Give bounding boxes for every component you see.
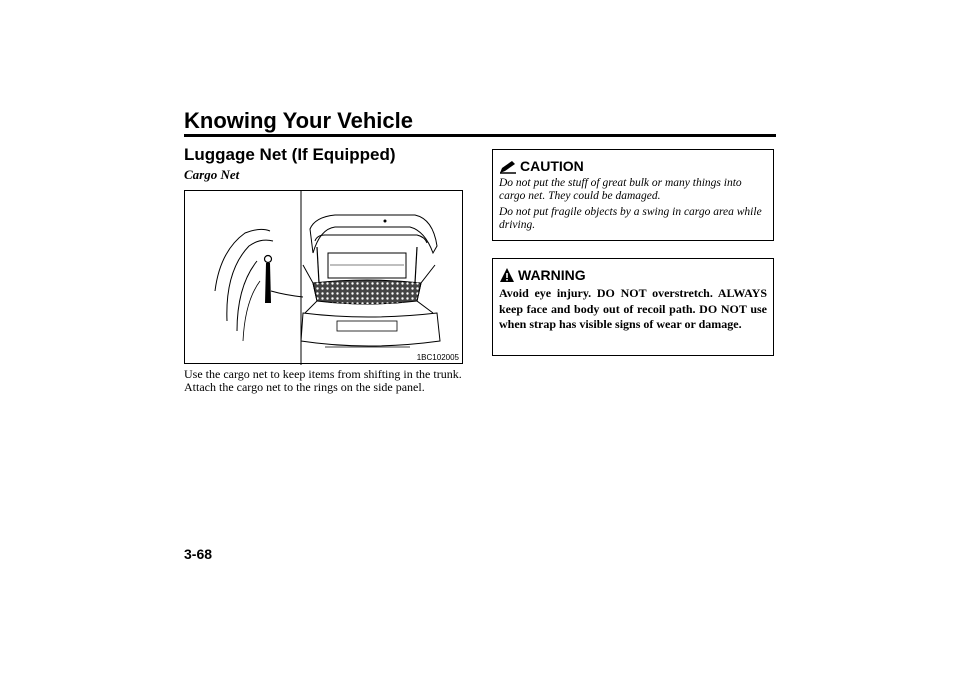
trunk-drawing [185,191,464,365]
warning-heading: WARNING [518,267,586,283]
caution-heading: CAUTION [520,158,584,174]
page-number: 3-68 [184,546,213,562]
cargo-net-illustration [184,190,463,364]
caution-header [499,158,767,174]
warning-header [499,267,767,283]
figure-code: 1BC102005 [416,353,459,362]
section-title: Luggage Net (If Equipped) [184,145,396,164]
warning-box [492,258,774,356]
page-header-title: Knowing Your Vehicle [184,108,414,133]
header-rule [184,134,776,137]
pencil-icon [499,160,517,174]
caution-line: Do not put fragile objects by a swing in cargo area while driving. [499,206,762,231]
caution-line: Do not put the stuff of great bulk or many things into cargo net. They could be damaged. [499,177,742,202]
warning-text: Avoid eye injury. DO NOT overstretch. ALWAYS keep face and body out of recoil path. DO NOT use when strap has visible signs of wear or damage. [499,286,767,331]
body-paragraph: Use the cargo net to keep items from shifting in the trunk. Attach the cargo net to the rings on the side panel. [184,367,462,394]
warning-triangle-icon [499,267,515,283]
subsection-title: Cargo Net [184,167,240,182]
caution-box [492,149,774,241]
